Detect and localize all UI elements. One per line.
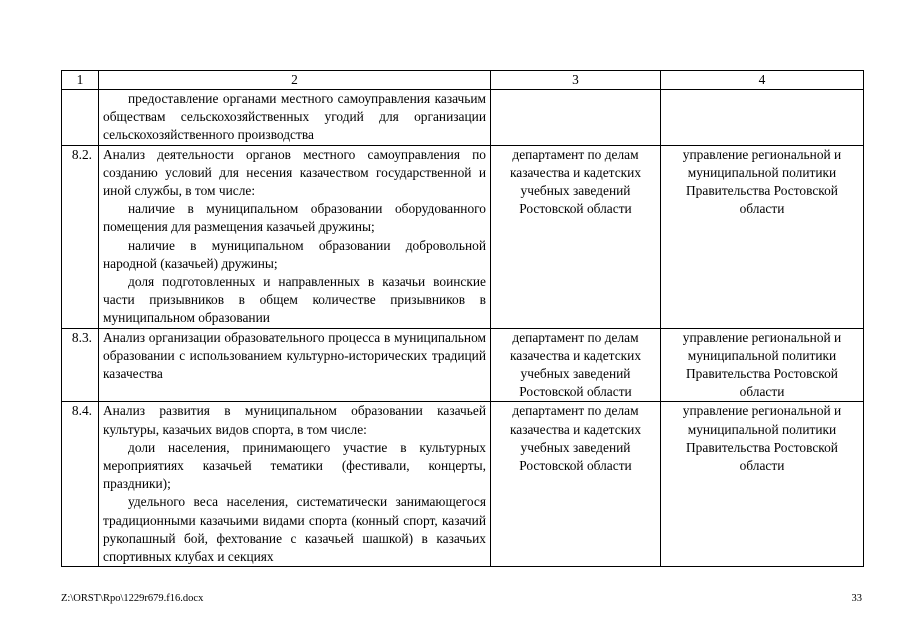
row-number: 8.3. <box>62 328 99 402</box>
co-executor <box>661 90 864 146</box>
co-executor: управление региональной и муниципальной политики Правительства Ростовской области <box>661 145 864 328</box>
description-paragraph: Анализ организации образовательного процесса в муниципальном образовании с использованием культурно-исторических традиций казачества <box>103 329 486 382</box>
row-description <box>99 402 491 567</box>
responsible-department <box>491 90 661 146</box>
table-header-row <box>62 71 864 90</box>
row-description <box>99 328 491 402</box>
description-paragraph: доли населения, принимающего участие в культурных мероприятиях казачьей тематики (фестивали, концерты, праздники); <box>103 439 486 492</box>
row-number: 8.4. <box>62 402 99 567</box>
table-row <box>62 402 864 567</box>
table-row <box>62 145 864 328</box>
description-paragraph: наличие в муниципальном образовании оборудованного помещения для размещения казачьей дружины; <box>103 201 486 235</box>
table-row <box>62 328 864 402</box>
document-table <box>61 70 864 567</box>
row-number: 8.2. <box>62 145 99 328</box>
description-paragraph: доля подготовленных и направленных в казачьи воинские части призывников в общем количестве призывников в муниципальном образовании <box>103 274 486 326</box>
row-description <box>99 90 491 146</box>
description-paragraph: Анализ развития в муниципальном образовании казачьей культуры, казачьих видов спорта, в том числе: <box>103 403 486 437</box>
table-row <box>62 90 864 146</box>
row-number <box>62 90 99 146</box>
responsible-department: департамент по делам казачества и кадетских учебных заведений Ростовской области <box>491 145 661 328</box>
co-executor: управление региональной и муниципальной политики Правительства Ростовской области <box>661 328 864 402</box>
footer-file-path: Z:\ORST\Rpo\1229r679.f16.docx <box>61 593 204 604</box>
footer-page-number: 33 <box>851 593 862 604</box>
header-cell-1: 1 <box>62 71 99 90</box>
header-cell-4: 4 <box>661 71 864 90</box>
responsible-department: департамент по делам казачества и кадетских учебных заведений Ростовской области <box>491 328 661 402</box>
header-cell-3: 3 <box>491 71 661 90</box>
row-description <box>99 145 491 328</box>
co-executor: управление региональной и муниципальной политики Правительства Ростовской области <box>661 402 864 567</box>
description-paragraph: наличие в муниципальном образовании добровольной народной (казачьей) дружины; <box>103 237 486 271</box>
responsible-department: департамент по делам казачества и кадетских учебных заведений Ростовской области <box>491 402 661 567</box>
description-paragraph: предоставление органами местного самоуправления казачьим обществам сельскохозяйственных угодий для организации сельскохозяйственного производства <box>103 91 486 143</box>
description-paragraph: удельного веса населения, систематически занимающегося традиционными казачьими видами спорта (конный спорт, казачий рукопашный бой, фехтование с казачьей шашкой) в казачьих спортивных клубах и секциях <box>103 494 486 565</box>
header-cell-2: 2 <box>99 71 491 90</box>
description-paragraph: Анализ деятельности органов местного самоуправления по созданию условий для несения казачеством государственной и иной службы, в том числе: <box>103 146 486 199</box>
